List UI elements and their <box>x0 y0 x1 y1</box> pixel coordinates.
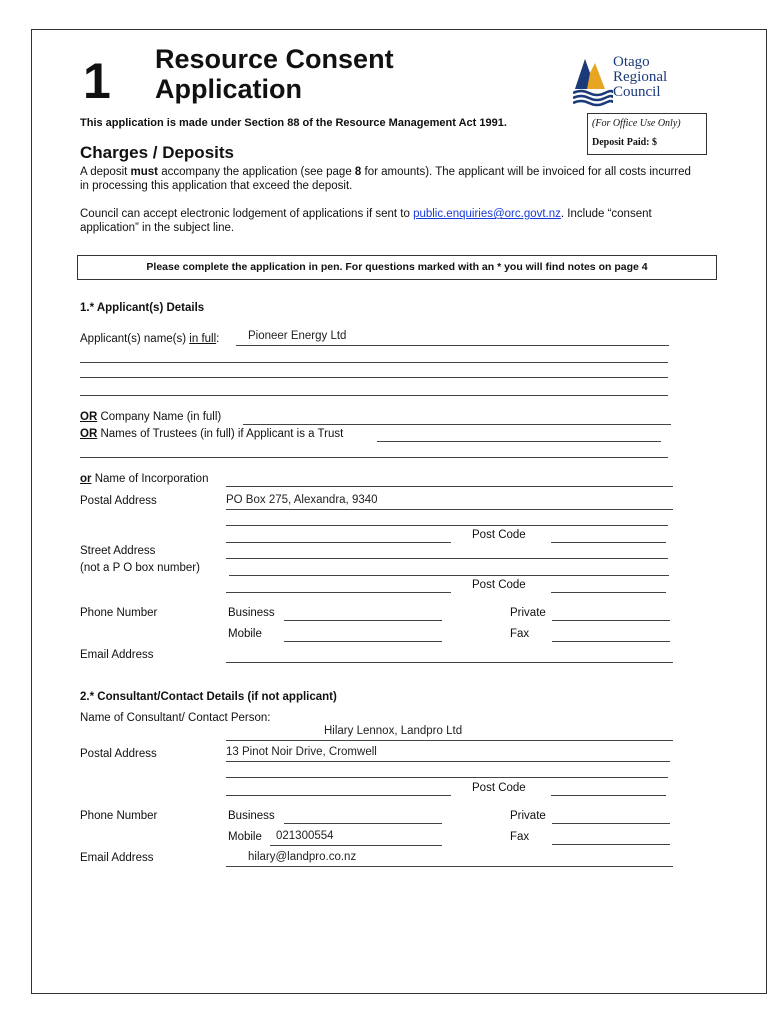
postcode-field-2[interactable] <box>551 592 666 593</box>
field-underline <box>226 509 673 510</box>
fax-label: Fax <box>510 628 530 640</box>
postal-address-label: Postal Address <box>80 495 157 507</box>
page-title <box>155 44 394 104</box>
logo-line-1: Otago <box>613 54 650 70</box>
trustees-line-2[interactable] <box>80 457 668 458</box>
section88-statement: This application is made under Section 88 of the Resource Management Act 1991. <box>80 117 507 129</box>
applicant-heading: 1.* Applicant(s) Details <box>80 302 205 314</box>
p2-text-a: Council can accept electronic lodgement of applications if sent to <box>80 208 414 220</box>
logo-text <box>613 55 667 100</box>
field-underline <box>226 866 673 867</box>
names-label-colon: : <box>216 333 220 345</box>
consultant-phone-label: Phone Number <box>80 810 158 822</box>
mobile-field[interactable] <box>284 641 442 642</box>
p1-text-c: for amounts). The applicant will be invoiced for all costs incurred in processing this application that exceed the deposit. <box>80 166 691 192</box>
applicant-names-field[interactable] <box>236 330 669 346</box>
or-label-2: OR <box>80 428 98 440</box>
consultant-email-field[interactable] <box>226 851 673 867</box>
names-label-text: Applicant(s) name(s) <box>80 333 190 345</box>
logo-line-3: Council <box>613 84 661 100</box>
consultant-fax-field[interactable] <box>552 844 670 845</box>
logo-line-2: Regional <box>613 69 668 85</box>
street-address-sublabel: (not a P O box number) <box>80 562 200 574</box>
street-address-line-3[interactable] <box>226 592 451 593</box>
postal-address-value: PO Box 275, Alexandra, 9340 <box>226 494 378 506</box>
consultant-private-label: Private <box>510 810 546 822</box>
consultant-postcode-label: Post Code <box>472 782 526 794</box>
street-address-field[interactable] <box>226 558 668 559</box>
postcode-label: Post Code <box>472 529 526 541</box>
charges-heading: Charges / Deposits <box>80 143 234 162</box>
p1-must: must <box>130 166 158 178</box>
or-label-3: or <box>80 473 92 485</box>
business-phone-field[interactable] <box>284 620 442 621</box>
consultant-postcode-field[interactable] <box>551 795 666 796</box>
incorporation-label <box>80 473 208 485</box>
section-number: 1 <box>83 53 111 109</box>
office-use-box <box>587 113 707 155</box>
or-label-1: OR <box>80 411 98 423</box>
postal-address-field[interactable] <box>226 494 673 510</box>
consultant-name-field[interactable] <box>226 725 673 741</box>
consultant-name-label: Name of Consultant/ Contact Person: <box>80 712 271 724</box>
street-address-line-2[interactable] <box>229 575 669 576</box>
postcode-label-2: Post Code <box>472 579 526 591</box>
title-line-1: Resource Consent <box>155 44 394 74</box>
names-label-underlined: in full <box>189 333 217 345</box>
title-line-2: Application <box>155 74 302 104</box>
p2-text-b: . Include “consent application” in the subject line. <box>80 208 652 234</box>
field-underline <box>226 740 673 741</box>
mountain-icon <box>573 53 613 107</box>
consultant-business-field[interactable] <box>284 823 442 824</box>
consultant-mobile-value: 021300554 <box>276 830 334 842</box>
private-phone-field[interactable] <box>552 620 670 621</box>
field-underline <box>270 845 442 846</box>
pen-notice: Please complete the application in pen. For questions marked with an * you will find notes on page 4 <box>77 255 717 280</box>
consultant-postal-line-2[interactable] <box>226 777 668 778</box>
private-phone-label: Private <box>510 607 546 619</box>
p1-page: 8 <box>354 166 362 178</box>
p1-text-a: A deposit <box>80 166 131 178</box>
incorporation-field[interactable] <box>226 486 673 487</box>
street-address-label: Street Address <box>80 545 156 557</box>
consultant-mobile-field[interactable] <box>270 830 442 846</box>
deposit-paragraph <box>80 165 700 193</box>
applicant-names-value: Pioneer Energy Ltd <box>248 330 347 342</box>
consultant-email-label: Email Address <box>80 852 154 864</box>
consultant-email-value: hilary@landpro.co.nz <box>248 851 357 863</box>
applicant-names-line-3[interactable] <box>80 377 668 378</box>
postcode-field[interactable] <box>551 542 666 543</box>
trustees-label <box>80 428 343 440</box>
email-address-label: Email Address <box>80 649 154 661</box>
consultant-business-label: Business <box>228 810 275 822</box>
consultant-postal-value: 13 Pinot Noir Drive, Cromwell <box>226 746 377 758</box>
postal-address-line-3[interactable] <box>226 542 451 543</box>
incorporation-label-text: Name of Incorporation <box>91 473 209 485</box>
deposit-paid-label: Deposit Paid: $ <box>592 137 657 148</box>
consultant-fax-label: Fax <box>510 831 530 843</box>
consultant-name-value: Hilary Lennox, Landpro Ltd <box>324 725 463 737</box>
applicant-names-line-4[interactable] <box>80 395 668 396</box>
email-address-field[interactable] <box>226 662 673 663</box>
business-phone-label: Business <box>228 607 275 619</box>
office-use-label: (For Office Use Only) <box>592 118 681 129</box>
consultant-heading: 2.* Consultant/Contact Details (if not applicant) <box>80 691 337 703</box>
field-underline <box>226 761 670 762</box>
company-name-label <box>80 411 221 423</box>
consultant-private-field[interactable] <box>552 823 670 824</box>
consultant-mobile-label: Mobile <box>228 831 262 843</box>
applicant-names-line-2[interactable] <box>80 362 668 363</box>
postal-address-line-2[interactable] <box>226 525 668 526</box>
trustees-field[interactable] <box>377 441 661 442</box>
mobile-label: Mobile <box>228 628 262 640</box>
trustees-label-text: Names of Trustees (in full) if Applicant is a Trust <box>97 428 344 440</box>
company-label-text: Company Name (in full) <box>97 411 222 423</box>
applicant-names-label <box>80 333 219 345</box>
consultant-postal-line-3[interactable] <box>226 795 451 796</box>
p1-text-b: accompany the application (see page <box>158 166 355 178</box>
lodgement-paragraph <box>80 207 700 235</box>
council-logo <box>573 53 683 107</box>
consultant-postal-label: Postal Address <box>80 748 157 760</box>
enquiries-email-link[interactable]: public.enquiries@orc.govt.nz <box>413 208 561 220</box>
company-name-field[interactable] <box>243 424 671 425</box>
phone-number-label: Phone Number <box>80 607 158 619</box>
field-underline <box>236 345 669 346</box>
consultant-postal-field[interactable] <box>226 746 670 762</box>
fax-field[interactable] <box>552 641 670 642</box>
